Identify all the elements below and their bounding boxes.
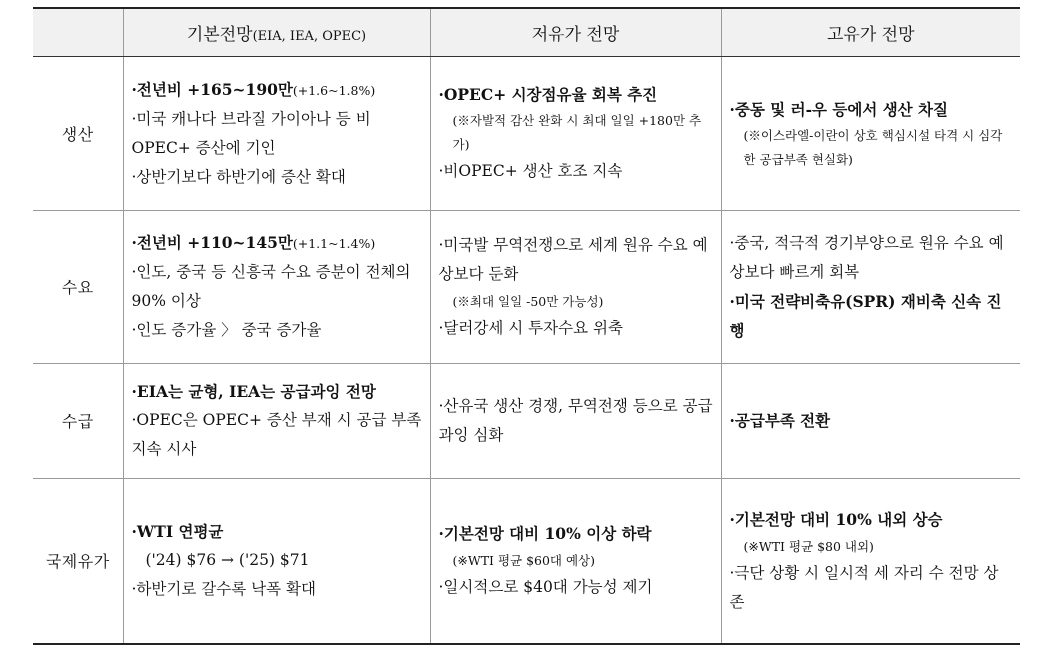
production-low-line-2: ·비OPEC+ 생산 호조 지속: [438, 162, 623, 180]
production-low-note: (※자발적 감산 완화 시 최대 일일 +180만 추가): [452, 113, 702, 152]
demand-base-change-pct: (+1.1~1.4%): [292, 236, 376, 251]
table-row-demand: [33, 210, 1020, 363]
production-base-line-2: ·미국 캐나다 브라질 가이아나 등 비OPEC+ 증산에 기인: [131, 109, 371, 157]
supply-demand-base-line-2: ·OPEC은 OPEC+ 증산 부재 시 공급 부족 지속 시사: [131, 411, 422, 458]
header-base-outlook: [123, 8, 430, 56]
cell-production-high: [721, 56, 1020, 210]
demand-low-note: (※최대 일일 -50만 가능성): [452, 293, 604, 309]
oil-price-low-line-2: ·일시적으로 $40대 가능성 제기: [438, 578, 653, 597]
oil-price-high-line-2: ·극단 상황 시 일시적 세 자리 수 전망 상존: [729, 563, 999, 611]
oil-price-low-line-1: ·기본전망 대비 10% 이상 하락: [438, 524, 652, 544]
cell-supply-demand-low: [430, 363, 721, 478]
header-base-outlook-title: 기본전망: [186, 24, 253, 45]
cell-demand-high: [721, 210, 1020, 363]
demand-base-line-1: [132, 228, 423, 258]
supply-demand-base-line-1: ·EIA는 균형, IEA는 공급과잉 전망: [131, 382, 376, 401]
oil-outlook-table-wrapper: [33, 7, 1020, 645]
demand-high-line-1: ·중국, 적극적 경기부양으로 원유 수요 예상보다 빠르게 회복: [729, 233, 1004, 281]
production-high-line-1: ·중동 및 러-우 등에서 생산 차질: [729, 99, 948, 119]
cell-demand-low: [430, 210, 721, 363]
cell-oil-price-base: [123, 478, 430, 644]
table-row-supply-demand: [33, 363, 1020, 478]
oil-price-high-note: (※WTI 평균 $80 내외): [743, 538, 874, 554]
production-high-note: (※이스라엘-이란이 상호 핵심시설 타격 시 심각한 공급부족 현실화): [743, 127, 1003, 167]
demand-base-change: ·전년비 +110~145만: [131, 233, 293, 252]
cell-supply-demand-base: [123, 363, 430, 478]
supply-demand-low-line-1: ·산유국 생산 경쟁, 무역전쟁 등으로 공급과잉 심화: [438, 396, 713, 444]
production-low-line-1: ·OPEC+ 시장점유율 회복 추진: [438, 85, 658, 104]
header-low-price-outlook: 저유가 전망: [430, 8, 721, 56]
oil-price-low-note: (※WTI 평균 $60대 예상): [452, 553, 596, 569]
cell-supply-demand-high: [721, 363, 1020, 478]
oil-price-high-line-1: ·기본전망 대비 10% 내외 상승: [729, 509, 943, 529]
demand-base-line-2: ·인도, 중국 등 신흥국 수요 증분이 전체의 90% 이상: [131, 263, 411, 310]
cell-production-base: [123, 56, 430, 210]
cell-oil-price-high: [721, 478, 1020, 644]
row-label-production: 생산: [33, 56, 123, 210]
production-base-line-1: [132, 75, 423, 105]
production-base-change: ·전년비 +165~190만: [131, 79, 293, 99]
cell-production-low: [430, 56, 721, 210]
demand-high-line-2: ·미국 전략비축유(SPR) 재비축 신속 진행: [729, 291, 1002, 340]
header-high-price-outlook: 고유가 전망: [721, 8, 1020, 56]
cell-demand-base: [123, 210, 430, 363]
table-row-oil-price: [33, 478, 1020, 644]
production-base-change-pct: (+1.6~1.8%): [292, 82, 376, 98]
demand-low-line-2: ·달러강세 시 투자수요 위축: [438, 318, 623, 337]
header-base-outlook-sources: (EIA, IEA, OPEC): [252, 28, 367, 44]
supply-demand-high-line-1: ·공급부족 전환: [729, 411, 831, 430]
demand-base-line-3: ·인도 증가율 〉 중국 증가율: [131, 321, 322, 339]
oil-price-base-line-2: ('24) $76 → ('25) $71: [145, 551, 310, 570]
row-label-supply-demand: 수급: [33, 363, 123, 478]
row-label-demand: 수요: [33, 210, 123, 363]
demand-low-line-1: ·미국발 무역전쟁으로 세계 원유 수요 예상보다 둔화: [438, 235, 708, 283]
header-corner-cell: [33, 8, 123, 56]
oil-price-base-line-3: ·하반기로 갈수록 낙폭 확대: [131, 580, 316, 599]
oil-outlook-table: [33, 7, 1020, 645]
cell-oil-price-low: [430, 478, 721, 644]
production-base-line-3: ·상반기보다 하반기에 증산 확대: [131, 167, 346, 186]
table-row-production: [33, 56, 1020, 210]
header-row: [33, 8, 1020, 56]
oil-price-base-line-1: ·WTI 연평균: [131, 522, 224, 542]
row-label-oil-price: 국제유가: [33, 478, 123, 644]
